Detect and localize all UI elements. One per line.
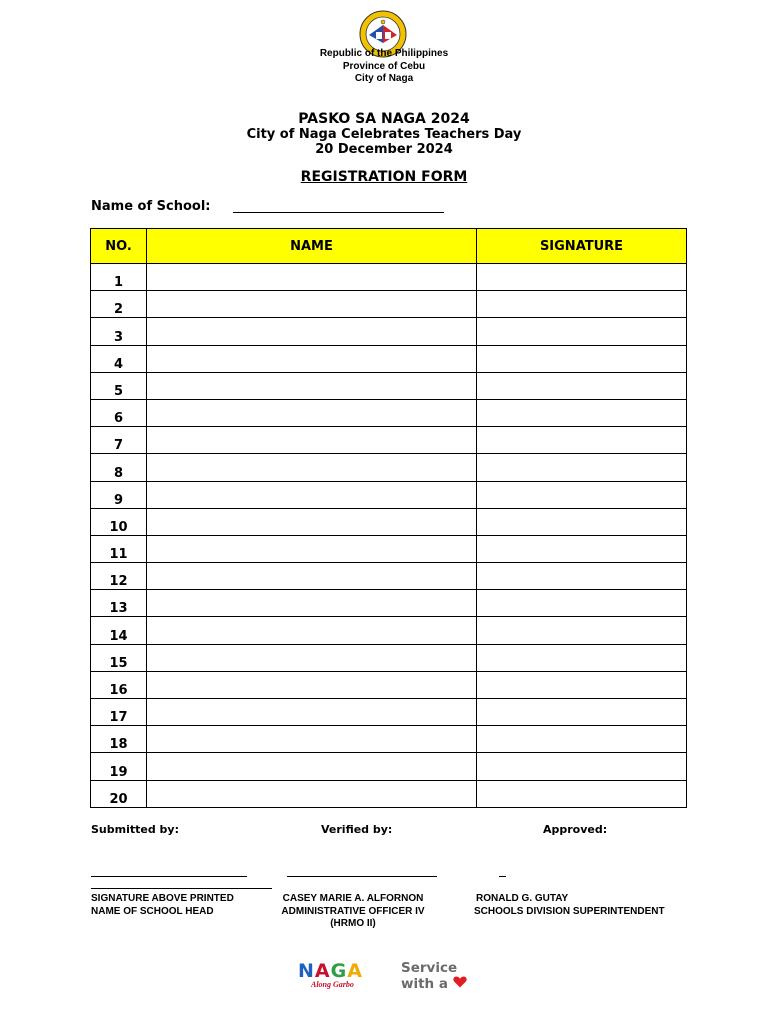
column-header-name: NAME xyxy=(147,229,477,264)
submitted-by-block xyxy=(91,893,234,918)
name-cell[interactable] xyxy=(147,318,477,345)
row-number: 17 xyxy=(91,699,147,726)
approved-label: Approved: xyxy=(543,823,608,836)
name-cell[interactable] xyxy=(147,699,477,726)
name-cell[interactable] xyxy=(147,780,477,807)
signature-cell[interactable] xyxy=(477,481,687,508)
table-row xyxy=(91,345,687,372)
header-address xyxy=(0,48,768,86)
event-subtitle: City of Naga Celebrates Teachers Day xyxy=(246,127,522,142)
name-cell[interactable] xyxy=(147,671,477,698)
row-number: 5 xyxy=(91,372,147,399)
table-row xyxy=(91,291,687,318)
approved-line-1: RONALD G. GUTAY xyxy=(476,893,569,904)
table-row xyxy=(91,644,687,671)
column-header-no: NO. xyxy=(91,229,147,264)
name-cell[interactable] xyxy=(147,291,477,318)
event-title: PASKO SA NAGA 2024 xyxy=(298,111,470,127)
signature-cell[interactable] xyxy=(477,454,687,481)
name-cell[interactable] xyxy=(147,454,477,481)
signature-cell[interactable] xyxy=(477,617,687,644)
name-cell[interactable] xyxy=(147,535,477,562)
submitted-name-line[interactable] xyxy=(91,888,272,889)
service-with-a-heart xyxy=(401,961,467,992)
school-name-field[interactable] xyxy=(233,212,444,213)
verified-line-1: CASEY MARIE A. ALFORNON xyxy=(282,893,424,904)
table-row xyxy=(91,753,687,780)
row-number: 13 xyxy=(91,590,147,617)
name-cell[interactable] xyxy=(147,372,477,399)
signature-cell[interactable] xyxy=(477,427,687,454)
signature-cell[interactable] xyxy=(477,753,687,780)
signature-cell[interactable] xyxy=(477,780,687,807)
naga-tagline: Along Garbo xyxy=(311,980,354,989)
signature-cell[interactable] xyxy=(477,671,687,698)
approved-line-2: SCHOOLS DIVISION SUPERINTENDENT xyxy=(474,905,665,917)
table-row xyxy=(91,671,687,698)
submitted-by-label: Submitted by: xyxy=(91,823,179,836)
row-number: 3 xyxy=(91,318,147,345)
signature-cell[interactable] xyxy=(477,563,687,590)
table-row xyxy=(91,780,687,807)
verified-by-label: Verified by: xyxy=(321,823,393,836)
table-row xyxy=(91,699,687,726)
signature-cell[interactable] xyxy=(477,535,687,562)
naga-brand-word: NAGA xyxy=(298,960,363,982)
signature-cell[interactable] xyxy=(477,399,687,426)
row-number: 8 xyxy=(91,454,147,481)
form-heading: REGISTRATION FORM xyxy=(300,169,468,185)
table-row xyxy=(91,454,687,481)
signature-cell[interactable] xyxy=(477,372,687,399)
row-number: 6 xyxy=(91,399,147,426)
table-row xyxy=(91,372,687,399)
table-row xyxy=(91,617,687,644)
table-header-row xyxy=(91,229,687,264)
name-cell[interactable] xyxy=(147,726,477,753)
signature-cell[interactable] xyxy=(477,318,687,345)
row-number: 18 xyxy=(91,726,147,753)
submitted-signature-line[interactable] xyxy=(91,876,247,877)
name-cell[interactable] xyxy=(147,563,477,590)
signature-cell[interactable] xyxy=(477,264,687,291)
submitted-line-1: SIGNATURE ABOVE PRINTED xyxy=(91,893,234,904)
submitted-line-2: NAME OF SCHOOL HEAD xyxy=(91,905,214,917)
row-number: 12 xyxy=(91,563,147,590)
signature-cell[interactable] xyxy=(477,508,687,535)
signature-cell[interactable] xyxy=(477,291,687,318)
signature-cell[interactable] xyxy=(477,699,687,726)
row-number: 14 xyxy=(91,617,147,644)
registration-table xyxy=(90,228,687,808)
service-line-2 xyxy=(401,976,467,992)
event-date: 20 December 2024 xyxy=(315,142,453,157)
row-number: 16 xyxy=(91,671,147,698)
name-cell[interactable] xyxy=(147,345,477,372)
name-cell[interactable] xyxy=(147,617,477,644)
heart-icon xyxy=(453,976,467,992)
row-number: 11 xyxy=(91,535,147,562)
approved-signature-line[interactable] xyxy=(499,876,506,877)
table-row xyxy=(91,563,687,590)
service-line-1: Service xyxy=(401,960,458,976)
name-cell[interactable] xyxy=(147,644,477,671)
row-number: 2 xyxy=(91,291,147,318)
header-line-country: Republic of the Philippines xyxy=(319,48,449,59)
column-header-signature: SIGNATURE xyxy=(477,229,687,264)
signature-cell[interactable] xyxy=(477,345,687,372)
row-number: 10 xyxy=(91,508,147,535)
table-row xyxy=(91,508,687,535)
table-row xyxy=(91,427,687,454)
signature-cell[interactable] xyxy=(477,644,687,671)
header-line-province: Province of Cebu xyxy=(342,60,426,72)
name-cell[interactable] xyxy=(147,590,477,617)
name-cell[interactable] xyxy=(147,427,477,454)
row-number: 9 xyxy=(91,481,147,508)
signature-cell[interactable] xyxy=(477,590,687,617)
name-cell[interactable] xyxy=(147,481,477,508)
table-row xyxy=(91,264,687,291)
table-row xyxy=(91,318,687,345)
table-row xyxy=(91,481,687,508)
row-number: 4 xyxy=(91,345,147,372)
table-row xyxy=(91,535,687,562)
name-cell[interactable] xyxy=(147,753,477,780)
verified-line-3: (HRMO II) xyxy=(330,918,376,929)
approved-by-block xyxy=(474,893,665,918)
row-number: 19 xyxy=(91,753,147,780)
name-cell[interactable] xyxy=(147,264,477,291)
table-row xyxy=(91,726,687,753)
row-number: 15 xyxy=(91,644,147,671)
service-line-2-text: with a xyxy=(401,976,448,992)
verified-signature-line[interactable] xyxy=(287,876,437,877)
naga-logo xyxy=(298,960,363,989)
signature-cell[interactable] xyxy=(477,726,687,753)
row-number: 7 xyxy=(91,427,147,454)
table-row xyxy=(91,399,687,426)
row-number: 1 xyxy=(91,264,147,291)
row-number: 20 xyxy=(91,780,147,807)
name-cell[interactable] xyxy=(147,399,477,426)
school-label: Name of School: xyxy=(91,199,211,214)
name-cell[interactable] xyxy=(147,508,477,535)
verified-line-2: ADMINISTRATIVE OFFICER IV xyxy=(281,905,425,917)
table-row xyxy=(91,590,687,617)
verified-by-block xyxy=(278,893,428,931)
header-line-city: City of Naga xyxy=(354,73,414,84)
